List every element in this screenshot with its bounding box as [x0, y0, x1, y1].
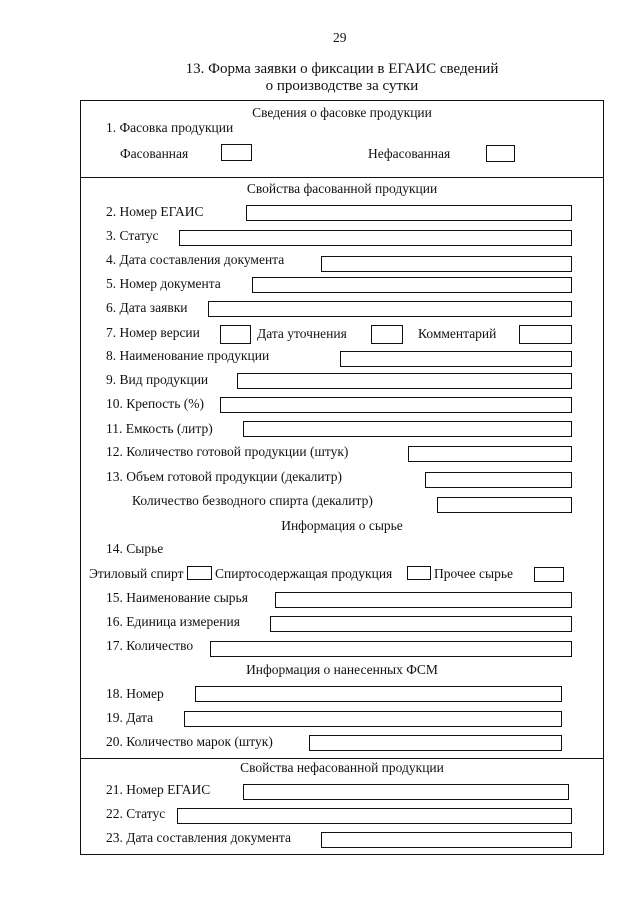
comment-label: Комментарий	[418, 326, 497, 341]
packing-question-label: 1. Фасовка продукции	[106, 120, 234, 135]
fsm-number-field[interactable]	[195, 686, 562, 702]
capacity-label: 11. Емкость (литр)	[106, 421, 213, 436]
ethyl-alcohol-label: Этиловый спирт	[89, 566, 184, 581]
document-number-field[interactable]	[252, 277, 572, 293]
product-type-label: 9. Вид продукции	[106, 372, 209, 387]
raw-quantity-field[interactable]	[210, 641, 572, 657]
version-number-label: 7. Номер версии	[106, 325, 200, 340]
anhydrous-alcohol-field[interactable]	[437, 497, 572, 513]
stamps-count-field[interactable]	[309, 735, 562, 751]
fsm-date-field[interactable]	[184, 711, 562, 727]
finished-volume-label: 13. Объем готовой продукции (декалитр)	[106, 469, 342, 484]
fsm-section-header: Информация о нанесенных ФСМ	[246, 662, 438, 677]
section-divider	[80, 758, 604, 759]
finished-quantity-field[interactable]	[408, 446, 572, 462]
section-divider	[80, 177, 604, 178]
packed-checkbox[interactable]	[221, 144, 252, 161]
product-name-label: 8. Наименование продукции	[106, 348, 270, 363]
form-title-line2: о производстве за сутки	[265, 78, 419, 94]
unpacked-section-header: Свойства нефасованной продукции	[240, 760, 444, 775]
fsm-date-label: 19. Дата	[106, 710, 154, 725]
status-label: 3. Статус	[106, 228, 159, 243]
egais-number-field[interactable]	[246, 205, 572, 221]
document-number-label: 5. Номер документа	[106, 276, 221, 291]
unpacked-document-date-field[interactable]	[321, 832, 572, 848]
product-type-field[interactable]	[237, 373, 572, 389]
unpacked-label: Нефасованная	[368, 146, 451, 161]
raw-material-label: 14. Сырье	[106, 541, 164, 556]
unpacked-checkbox[interactable]	[486, 145, 515, 162]
comment-field[interactable]	[519, 325, 572, 344]
unpacked-egais-number-field[interactable]	[243, 784, 569, 800]
form-title-line1: 13. Форма заявки о фиксации в ЕГАИС сведений	[185, 61, 499, 77]
request-date-field[interactable]	[208, 301, 572, 317]
raw-section-header: Информация о сырье	[281, 518, 403, 533]
strength-label: 10. Крепость (%)	[106, 396, 204, 411]
ethyl-alcohol-checkbox[interactable]	[187, 566, 212, 580]
document-date-label: 4. Дата составления документа	[106, 252, 285, 267]
finished-volume-field[interactable]	[425, 472, 572, 488]
alcohol-containing-label: Спиртосодержащая продукция	[215, 566, 393, 581]
raw-quantity-label: 17. Количество	[106, 638, 194, 653]
raw-name-label: 15. Наименование сырья	[106, 590, 248, 605]
unpacked-egais-number-label: 21. Номер ЕГАИС	[106, 782, 211, 797]
unit-field[interactable]	[270, 616, 572, 632]
capacity-field[interactable]	[243, 421, 572, 437]
unit-label: 16. Единица измерения	[106, 614, 240, 629]
page-number: 29	[333, 30, 347, 45]
unpacked-status-label: 22. Статус	[106, 806, 166, 821]
product-name-field[interactable]	[340, 351, 572, 367]
version-number-field[interactable]	[220, 325, 251, 344]
strength-field[interactable]	[220, 397, 572, 413]
stamps-count-label: 20. Количество марок (штук)	[106, 734, 273, 749]
packed-label: Фасованная	[120, 146, 189, 161]
clarification-date-field[interactable]	[371, 325, 403, 344]
packed-section-header: Свойства фасованной продукции	[246, 181, 438, 196]
finished-quantity-label: 12. Количество готовой продукции (штук)	[106, 444, 349, 459]
anhydrous-alcohol-label: Количество безводного спирта (декалитр)	[132, 493, 373, 508]
request-date-label: 6. Дата заявки	[106, 300, 188, 315]
status-field[interactable]	[179, 230, 572, 246]
egais-number-label: 2. Номер ЕГАИС	[106, 204, 204, 219]
alcohol-containing-checkbox[interactable]	[407, 566, 431, 580]
unpacked-document-date-label: 23. Дата составления документа	[106, 830, 291, 845]
packing-section-header: Сведения о фасовке продукции	[252, 105, 432, 120]
raw-name-field[interactable]	[275, 592, 572, 608]
other-raw-label: Прочее сырье	[434, 566, 514, 581]
document-date-field[interactable]	[321, 256, 572, 272]
fsm-number-label: 18. Номер	[106, 686, 164, 701]
clarification-date-label: Дата уточнения	[257, 326, 347, 341]
unpacked-status-field[interactable]	[177, 808, 572, 824]
other-raw-checkbox[interactable]	[534, 567, 564, 582]
